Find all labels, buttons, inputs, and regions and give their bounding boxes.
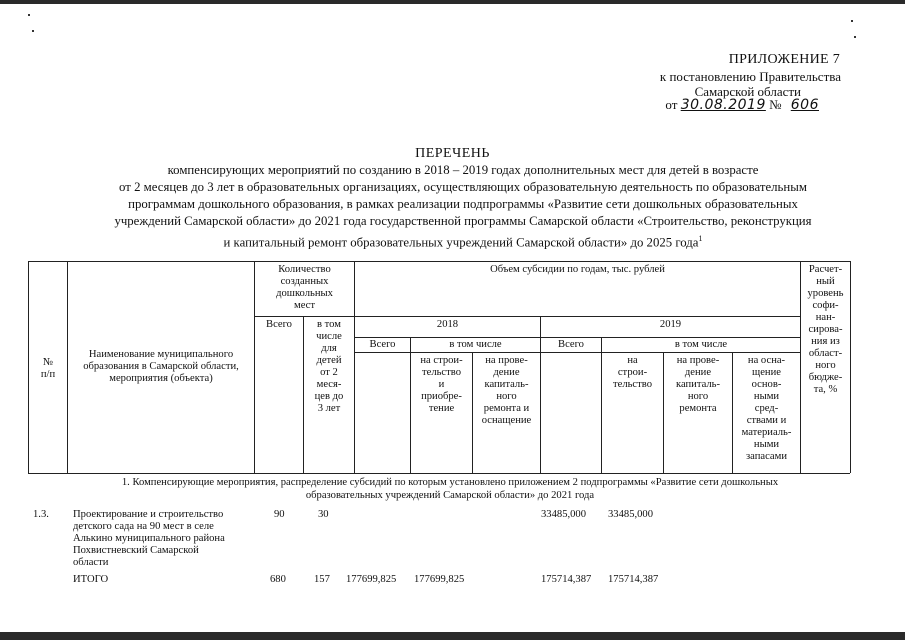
row-total-places-children: 157: [314, 574, 330, 585]
row-2019-construction: 33485,000: [608, 509, 654, 520]
row-total-2018: 177699,825: [346, 574, 397, 585]
header-2019-construction: на строи- тельство: [612, 355, 652, 390]
row-total-label: ИТОГО: [73, 574, 109, 585]
appendix-line-2: Самарской области: [694, 84, 801, 99]
section-heading: 1. Компенсирующие мероприятия, распределение субсидий по которым установлено приложением 2 подпрограммы «Развитие сети дошкольных образовательных учреждений Самарской области» до 2021 года: [121, 477, 779, 501]
header-places-children: в том числе для детей от 2 меся- цев до 3 лет: [314, 319, 344, 414]
subtitle-line: от 2 месяцев до 3 лет в образовательных организациях, осуществляющих образовательную деятельность по образовательным: [119, 180, 807, 194]
appendix-line-1: к постановлению Правительства: [659, 69, 841, 84]
handwritten-number: 606: [790, 97, 819, 113]
header-2019-including: в том числе: [674, 339, 728, 350]
header-2019-equipment: на осна- щение основ- ными сред- ствами и материаль- ными запасами: [741, 355, 792, 462]
scan-edge-top: [0, 0, 905, 4]
row-total-2018-construction: 177699,825: [414, 574, 465, 585]
header-2018-including: в том числе: [449, 339, 502, 350]
row-total-2019: 175714,387: [541, 574, 592, 585]
header-cofinancing-rate: Расчет- ный уровень софи- нан- сирова- ния из област- ного бюдже- та, %: [807, 264, 844, 395]
number-prefix: №: [769, 97, 782, 112]
footnote-mark: 1: [698, 234, 703, 243]
appendix-title: ПРИЛОЖЕНИЕ 7: [728, 52, 840, 67]
header-2019-repair: на прове- дение капиталь- ного ремонта: [675, 355, 721, 414]
header-year-2018: 2018: [436, 319, 459, 330]
document-title: ПЕРЕЧЕНЬ: [415, 146, 490, 161]
scan-edge-bottom: [0, 632, 905, 640]
row-name: Проектирование и строительство детского сада на 90 мест в селе Алькино муниципального района Похвистневский Самарской области: [73, 509, 225, 568]
date-prefix: от: [665, 97, 678, 112]
header-2018-total: Всего: [369, 339, 396, 350]
subtitle-line: учреждений Самарской области» до 2021 года государственной программы Самарской области «Строительство, реконструкция: [114, 214, 812, 228]
subtitle-line: и капитальный ремонт образовательных учреждений Самарской области» до 2025 года$^1$: [223, 234, 703, 250]
handwritten-date: 30.08.2019: [680, 97, 766, 113]
header-places-total: Всего: [266, 319, 292, 330]
scan-speck: [851, 20, 853, 22]
scan-speck: [854, 36, 856, 38]
subtitle-line: компенсирующих мероприятий по созданию в 2018 – 2019 годах дополнительных мест для детей в возрасте: [167, 163, 759, 177]
appendix-date-row: [560, 97, 845, 113]
header-2019-total: Всего: [558, 339, 584, 350]
header-subsidy-group: Объем субсидии по годам, тыс. рублей: [490, 264, 665, 275]
document-subtitle: [40, 162, 886, 251]
header-year-2019: 2019: [659, 319, 682, 330]
scan-speck: [28, 14, 30, 16]
row-num: 1.3.: [33, 509, 49, 520]
subtitle-line: программам дошкольного образования, в рамках реализации подпрограммы «Развитие сети дошкольных образовательных: [128, 197, 798, 211]
row-places-total: 90: [274, 509, 285, 520]
header-places-group: Количество созданных дошкольных мест: [276, 264, 333, 311]
header-name: Наименование муниципального образования в Самарской области, мероприятия (объекта): [83, 349, 239, 384]
header-2018-construction: на строи- тельство и приобре- тение: [420, 355, 463, 414]
row-places-children: 30: [318, 509, 329, 520]
row-total-2019-construction: 175714,387: [608, 574, 659, 585]
scan-speck: [32, 30, 34, 32]
row-total-places: 680: [270, 574, 286, 585]
header-num: № п/п: [40, 357, 56, 380]
row-2019-total: 33485,000: [541, 509, 587, 520]
header-2018-repair: на прове- дение капиталь- ного ремонта и оснащение: [481, 355, 532, 426]
